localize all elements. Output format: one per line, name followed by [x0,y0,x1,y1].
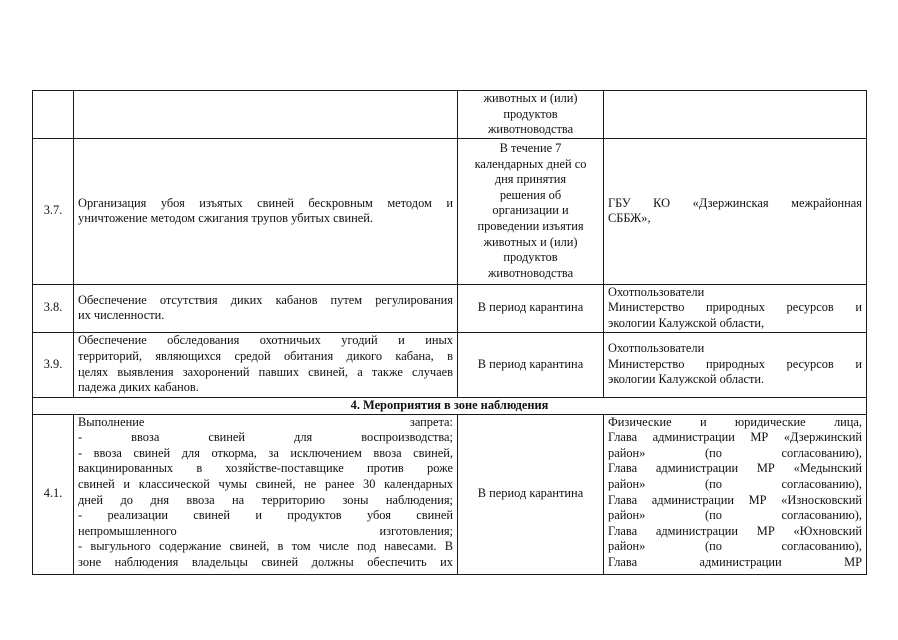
responsible-cell [604,91,867,139]
responsible-line: район» (по согласованию), [608,476,862,491]
action-line: целях выявления захоронений павших свиней, а также случаев [78,364,453,379]
term-line: календарных дней со [474,156,587,171]
term-line: В период карантина [477,300,584,315]
table-row [33,414,867,574]
action-cell [74,91,458,139]
term-line: организации и [492,203,569,218]
action-line: уничтожение методом сжигания трупов убитых свиней. [78,211,373,226]
item-number: 3.8. [33,284,74,332]
responsible-line: Глава администрации МР «Износковский [608,492,862,507]
action-line: их численности. [78,308,165,323]
action-line: территорий, являющихся средой обитания дикого кабана, в [78,348,453,363]
term-line: проведении изъятия [477,219,584,234]
term-line: продуктов [503,250,558,265]
action-line: падежа диких кабанов. [78,380,199,395]
responsible-line: район» (по согласованию), [608,508,862,523]
responsible-line: Глава администрации МР «Дзержинский [608,430,862,445]
term-line: животных и (или) [483,234,578,249]
responsible-line: Физические и юридические лица, [608,414,862,429]
responsible-line: Глава администрации МР [608,554,862,569]
term-line: продуктов [503,106,558,121]
responsible-line: экологии Калужской области. [608,372,765,387]
term-cell [458,284,604,332]
action-line: вакцинированных в хозяйстве-поставщике против роже [78,461,453,476]
action-line: Обеспечение отсутствия диких кабанов путем регулирования [78,292,453,307]
term-line: решения об [499,187,562,202]
responsible-line: Глава администрации МР «Юхновский [608,523,862,538]
term-line: животноводства [487,122,574,137]
term-cell [458,91,604,139]
responsible-line: Охотпользователи [608,284,705,299]
table-row [33,284,867,332]
action-line: зоне наблюдения владельцы свиней должны обеспечить их [78,554,453,569]
action-line: - выгульного содержание свиней, в том числе под навесами. В [78,539,453,554]
action-cell [74,332,458,397]
action-line: Организация убоя изъятых свиней бескровным методом и [78,195,453,210]
term-line: В период карантина [477,356,584,371]
table-row [33,138,867,284]
action-line: - реализации свиней и продуктов убоя свиней [78,508,453,523]
item-number: 3.9. [33,332,74,397]
term-cell [458,414,604,574]
action-line: Обеспечение обследования охотничьих угодий и иных [78,333,453,348]
action-line: дней до дня ввоза на территорию зоны наблюдения; [78,492,453,507]
term-line: дня принятия [494,172,567,187]
action-cell [74,414,458,574]
item-number: 4.1. [33,414,74,574]
section-row [33,397,867,414]
action-line: Выполнение запрета: [78,414,453,429]
term-cell [458,138,604,284]
term-cell [458,332,604,397]
responsible-cell [604,414,867,574]
responsible-line: ГБУ КО «Дзержинская межрайонная [608,195,862,210]
term-line: животных и (или) [483,91,578,105]
responsible-cell [604,332,867,397]
action-line: - ввоза свиней для откорма, за исключением ввоза свиней, [78,445,453,460]
responsible-line: Охотпользователи [608,341,705,356]
action-line: - ввоза свиней для воспроизводства; [78,430,453,445]
term-line: животноводства [487,265,574,280]
action-line: непромышленного изготовления; [78,523,453,538]
measures-table-body [33,91,867,575]
action-line: свиней и классической чумы свиней, не ранее 30 календарных [78,476,453,491]
action-cell [74,284,458,332]
responsible-line: экологии Калужской области, [608,315,765,330]
responsible-cell [604,284,867,332]
responsible-line: Министерство природных ресурсов и [608,356,862,371]
responsible-line: район» (по согласованию), [608,539,862,554]
item-number: 3.7. [33,138,74,284]
responsible-line: Министерство природных ресурсов и [608,300,862,315]
term-line: В течение 7 [499,141,562,156]
section-title: 4. Мероприятия в зоне наблюдения [33,397,867,414]
responsible-line: район» (по согласованию), [608,445,862,460]
table-row [33,91,867,139]
measures-table [32,90,867,575]
action-cell [74,138,458,284]
term-line: В период карантина [477,486,584,501]
responsible-line: СББЖ», [608,211,651,226]
responsible-line: Глава администрации МР «Медынский [608,461,862,476]
item-number [33,91,74,139]
responsible-cell [604,138,867,284]
table-row [33,332,867,397]
